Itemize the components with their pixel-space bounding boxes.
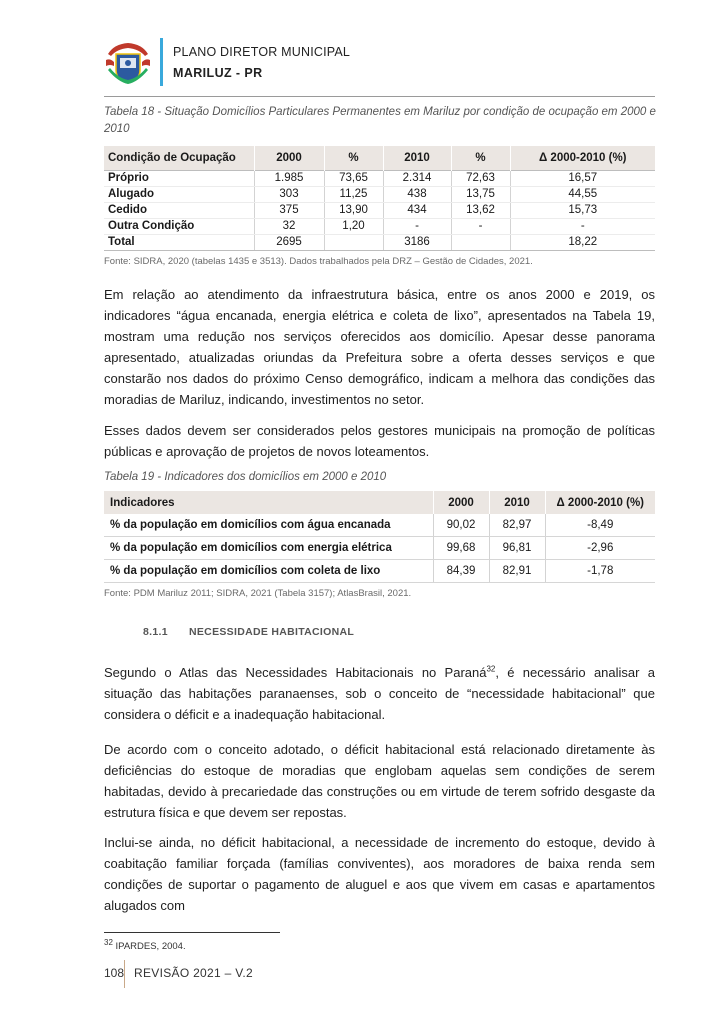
section-title: NECESSIDADE HABITACIONAL xyxy=(189,626,355,638)
table-cell: 96,81 xyxy=(489,537,545,560)
table18-caption xyxy=(104,104,656,138)
table-row xyxy=(104,514,655,537)
table19-caption-label: Tabela 19 - xyxy=(104,471,165,483)
footnote xyxy=(104,937,186,952)
paragraph-deficit-definition: De acordo com o conceito adotado, o déficit habitacional está relacionado diretamente às deficiências do estoque de moradias que englobam aquelas sem condições de serem habitadas, devido à precariedade das construções ou em virtude de terem sofrido desgaste da estrutura física e que devem ser repostas. xyxy=(104,742,655,820)
table-cell xyxy=(451,235,510,251)
table-cell: % da população em domicílios com energia elétrica xyxy=(104,537,433,560)
footnote-text: IPARDES, 2004. xyxy=(112,941,186,952)
table-cell: 434 xyxy=(383,203,451,219)
table-cell: 18,22 xyxy=(510,235,655,251)
municipal-coat-of-arms-icon xyxy=(104,40,152,86)
table-cell: - xyxy=(383,219,451,235)
column-header: Indicadores xyxy=(104,491,433,514)
header-municipality: MARILUZ - PR xyxy=(173,66,263,80)
paragraph-public-policy: Esses dados devem ser considerados pelos gestores municipais na promoção de políticas públicas e aprovação de projetos de novos loteamentos. xyxy=(104,423,655,459)
table-cell: -2,96 xyxy=(545,537,655,560)
column-header: Δ 2000-2010 (%) xyxy=(510,146,655,171)
table-row xyxy=(104,537,655,560)
column-header: 2000 xyxy=(433,491,489,514)
table-cell: 438 xyxy=(383,187,451,203)
table-cell xyxy=(324,235,383,251)
column-header: 2000 xyxy=(254,146,324,171)
paragraph-atlas-text-cont: , é necessário analisar a situação das habitações paranaenses, sob o conceito de “necessidade habitacional” que considera o déficit e a inadequação habitacional. xyxy=(104,665,655,722)
table-cell: 1.985 xyxy=(254,171,324,187)
column-header: Δ 2000-2010 (%) xyxy=(545,491,655,514)
table-row xyxy=(104,171,655,187)
paragraph-deficit-inclusions: Inclui-se ainda, no déficit habitacional, a necessidade de incremento do estoque, devido à coabitação familiar forçada (famílias conviventes), aos moradores de baixa renda sem condições de suportar o pagamento de aluguel e aos que vivem em casas e apartamentos alugados com xyxy=(104,835,655,913)
table-cell: - xyxy=(451,219,510,235)
table-cell: 82,97 xyxy=(489,514,545,537)
table-cell: 13,75 xyxy=(451,187,510,203)
table-header-row xyxy=(104,491,655,514)
table-row xyxy=(104,203,655,219)
footnote-divider xyxy=(104,932,280,933)
table19-caption-text: Indicadores dos domicílios em 2000 e 2010 xyxy=(164,471,387,483)
table-cell: Próprio xyxy=(104,171,254,187)
table-cell: 15,73 xyxy=(510,203,655,219)
table-cell: -1,78 xyxy=(545,560,655,583)
table-cell: 13,90 xyxy=(324,203,383,219)
table-cell: 90,02 xyxy=(433,514,489,537)
table-cell: 2695 xyxy=(254,235,324,251)
paragraph-infrastructure: Em relação ao atendimento da infraestrutura básica, entre os anos 2000 e 2019, os indicadores “água encanada, energia elétrica e coleta de lixo”, apresentados na Tabela 19, mostram uma redução nos serviços oferecidos aos domicílio. Apesar desse panorama apresentado, atualizadas oriundas da Prefeitura sobre a oferta desses serviços e que constarão nos dados do próximo Censo demográfico, indicam a melhora das condições das moradias de Mariluz, indicando, investimentos no setor. xyxy=(104,287,655,407)
table18-source: Fonte: SIDRA, 2020 (tabelas 1435 e 3513). Dados trabalhados pela DRZ – Gestão de Cidades, 2021. xyxy=(104,256,533,267)
table-cell: 44,55 xyxy=(510,187,655,203)
table18-caption-text: Situação Domicílios Particulares Permanentes em Mariluz por condição de ocupação em 2000 e 2010 xyxy=(104,106,656,135)
table-cell: % da população em domicílios com coleta de lixo xyxy=(104,560,433,583)
table19-caption xyxy=(104,469,656,486)
paragraph-atlas-text: Segundo o Atlas das Necessidades Habitacionais no Paraná xyxy=(104,665,487,680)
table-cell: 11,25 xyxy=(324,187,383,203)
table-cell: 72,63 xyxy=(451,171,510,187)
header-accent-bar xyxy=(160,38,163,86)
footnote-mark: 32 xyxy=(104,937,113,947)
table-cell: Cedido xyxy=(104,203,254,219)
revision-label: REVISÃO 2021 – V.2 xyxy=(134,966,254,980)
table-cell: % da população em domicílios com água encanada xyxy=(104,514,433,537)
table-cell: 82,91 xyxy=(489,560,545,583)
header-divider xyxy=(104,96,655,97)
header-plan-title: PLANO DIRETOR MUNICIPAL xyxy=(173,45,351,59)
table-cell: 375 xyxy=(254,203,324,219)
footnote-reference[interactable]: 32 xyxy=(486,664,496,674)
page-number: 108 xyxy=(104,966,125,980)
table-row xyxy=(104,187,655,203)
table-cell: 84,39 xyxy=(433,560,489,583)
column-header: % xyxy=(324,146,383,171)
table19-source: Fonte: PDM Mariluz 2011; SIDRA, 2021 (Tabela 3157); AtlasBrasil, 2021. xyxy=(104,588,412,599)
section-number: 8.1.1 xyxy=(143,626,168,638)
table-cell: 73,65 xyxy=(324,171,383,187)
household-indicators-table xyxy=(104,491,655,583)
table-cell: 2.314 xyxy=(383,171,451,187)
paragraph-atlas xyxy=(104,662,655,725)
table-cell: 303 xyxy=(254,187,324,203)
table-total-row xyxy=(104,235,655,251)
table-cell: 99,68 xyxy=(433,537,489,560)
table-cell: 3186 xyxy=(383,235,451,251)
table-cell: 16,57 xyxy=(510,171,655,187)
table-cell: 13,62 xyxy=(451,203,510,219)
column-header: Condição de Ocupação xyxy=(104,146,254,171)
table-cell: Alugado xyxy=(104,187,254,203)
table-cell: Total xyxy=(104,235,254,251)
column-header: 2010 xyxy=(489,491,545,514)
table-row xyxy=(104,219,655,235)
table-cell: Outra Condição xyxy=(104,219,254,235)
column-header: % xyxy=(451,146,510,171)
table-cell: 1,20 xyxy=(324,219,383,235)
occupancy-table xyxy=(104,146,655,251)
footer-divider xyxy=(124,960,125,988)
table-cell: - xyxy=(510,219,655,235)
table-cell: 32 xyxy=(254,219,324,235)
table-cell: -8,49 xyxy=(545,514,655,537)
table-row xyxy=(104,560,655,583)
section-heading xyxy=(143,626,354,638)
table18-caption-label: Tabela 18 - xyxy=(104,106,165,118)
column-header: 2010 xyxy=(383,146,451,171)
table-header-row xyxy=(104,146,655,171)
